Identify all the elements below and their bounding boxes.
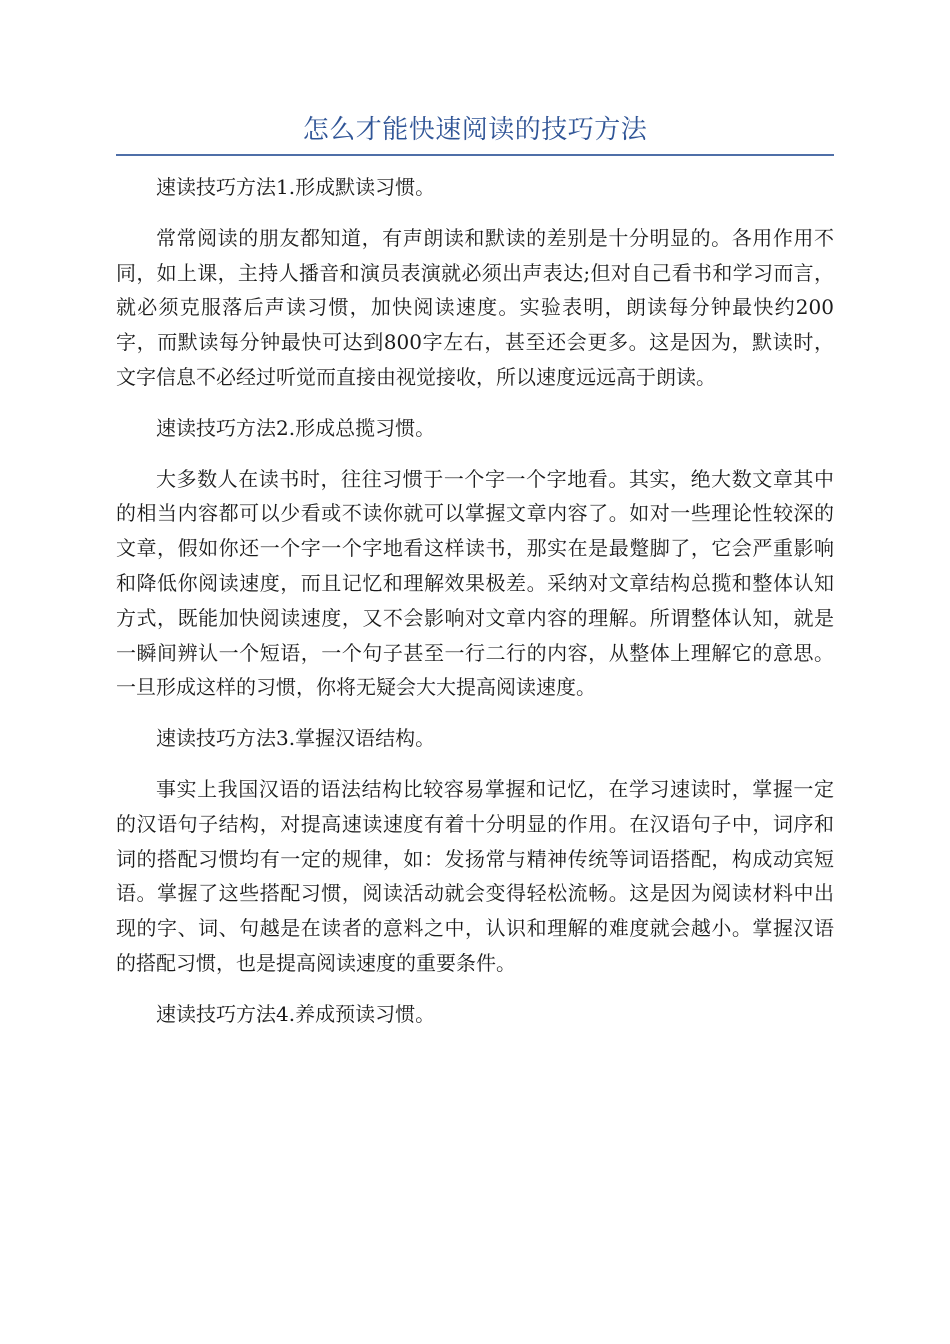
section-heading-2: 速读技巧方法2.形成总揽习惯。 <box>156 415 436 440</box>
body-paragraph-2: 大多数人在读书时，往往习惯于一个字一个字地看。其实，绝大数文章其中的相当内容都可以少看或不读你就可以掌握文章内容了。如对一些理论性较深的文章，假如你还一个字一个字地看这样读书，那实在是最蹩脚了，它会严重影响和降低你阅读速度，而且记忆和理解效果极差。采纳对文章结构总揽和整体认知方式，既能加快阅读速度，又不会影响对文章内容的理解。所谓整体认知，就是一瞬间辨认一个短语，一个句子甚至一行二行的内容，从整体上理解它的意思。一旦形成这样的习惯，你将无疑会大大提高阅读速度。 <box>116 466 834 700</box>
section-heading-3: 速读技巧方法3.掌握汉语结构。 <box>156 726 436 751</box>
document-body <box>116 170 834 1048</box>
body-paragraph-3: 事实上我国汉语的语法结构比较容易掌握和记忆，在学习速读时，掌握一定的汉语句子结构，对提高速读速度有着十分明显的作用。在汉语句子中，词序和词的搭配习惯均有一定的规律，如：发扬常与精神传统等词语搭配，构成动宾短语。掌握了这些搭配习惯，阅读活动就会变得轻松流畅。这是因为阅读材料中出现的字、词、句越是在读者的意料之中，认识和理解的难度就会越小。掌握汉语的搭配习惯，也是提高阅读速度的重要条件。 <box>116 776 834 975</box>
title-block <box>116 110 834 156</box>
section-heading-1: 速读技巧方法1.形成默读习惯。 <box>156 175 436 199</box>
section-heading-4: 速读技巧方法4.养成预读习惯。 <box>156 1001 436 1026</box>
body-paragraph-1: 常常阅读的朋友都知道，有声朗读和默读的差别是十分明显的。各用作用不同，如上课，主持人播音和演员表演就必须出声表达;但对自己看书和学习而言，就必须克服落后声读习惯，加快阅读速度。实验表明，朗读每分钟最快约200字，而默读每分钟最快可达到800字左右，甚至还会更多。这是因为，默读时，文字信息不必经过听觉而直接由视觉接收，所以速度远远高于朗读。 <box>116 225 834 389</box>
page-title: 怎么才能快速阅读的技巧方法 <box>302 115 648 145</box>
